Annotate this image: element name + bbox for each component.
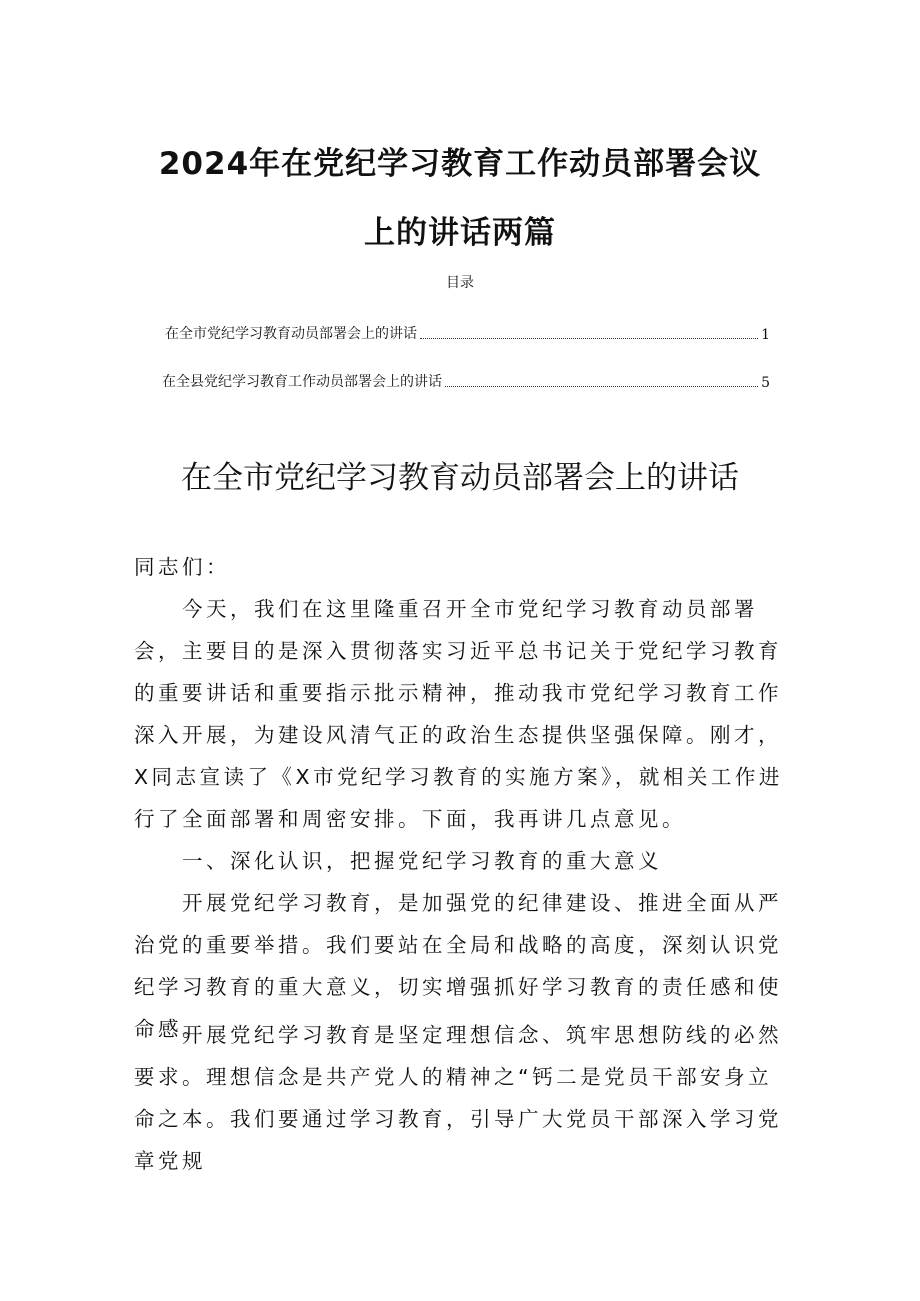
toc-leader-dots <box>445 385 758 387</box>
body-paragraph: 开展党纪学习教育，是加强党的纪律建设、推进全面从严治党的重要举措。我们要站在全局和战略的高度，深刻认识党纪学习教育的重大意义，切实增强抓好学习教育的责任感和使命感。 <box>134 891 782 1041</box>
section-heading: 一、深化认识，把握党纪学习教育的重大意义 <box>182 849 662 873</box>
document-title-line2: 上的讲话两篇 <box>364 215 556 251</box>
toc-leader-dots <box>420 337 758 339</box>
toc-heading: 目录 <box>446 275 474 291</box>
speech-title: 在全市党纪学习教育动员部署会上的讲话 <box>181 460 739 496</box>
body-paragraph: 今天，我们在这里隆重召开全市党纪学习教育动员部署会，主要目的是深入贯彻落实习近平总书记关于党纪学习教育的重要讲话和重要指示批示精神，推动我市党纪学习教育工作深入开展，为建设风清气正的政治生态提供坚强保障。刚才，X同志宣读了《X市党纪学习教育的实施方案》，就相关工作进行了全面部署和周密安排。下面，我再讲几点意见。 <box>134 597 783 831</box>
document-title-line1: 2024年在党纪学习教育工作动员部署会议 <box>158 146 762 182</box>
toc-entry[interactable] <box>165 323 770 343</box>
greeting: 同志们： <box>134 555 230 579</box>
toc-entry-page: 1 <box>761 327 770 343</box>
body-paragraph: 开展党纪学习教育是坚定理想信念、筑牢思想防线的必然要求。理想信念是共产党人的精神之“钙二是党员干部安身立命之本。我们要通过学习教育，引导广大党员干部深入学习党章党规 <box>134 1023 782 1173</box>
toc-entry-page: 5 <box>761 375 770 391</box>
toc-entry[interactable] <box>162 371 770 391</box>
toc-entry-text: 在全市党纪学习教育动员部署会上的讲话 <box>165 326 417 342</box>
toc-entry-text: 在全县党纪学习教育工作动员部署会上的讲话 <box>162 374 442 390</box>
